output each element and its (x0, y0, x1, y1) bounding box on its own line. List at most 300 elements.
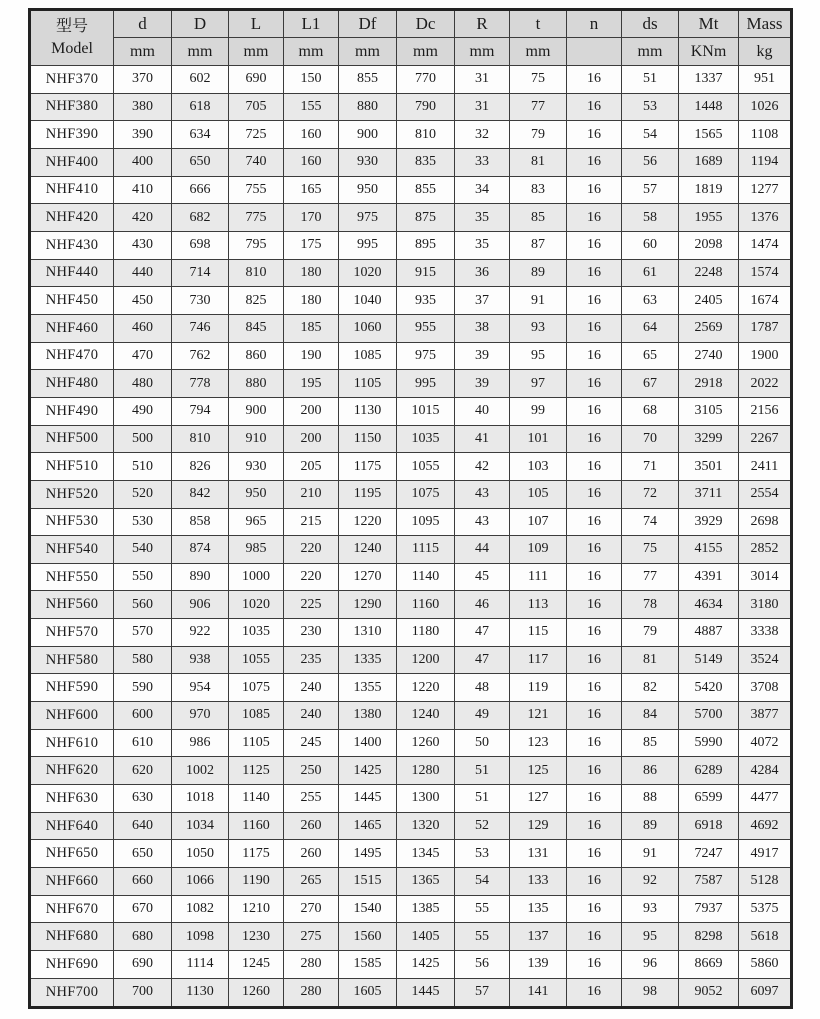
unit-L1: mm (284, 38, 339, 66)
header-d: d (114, 10, 172, 38)
cell-ds: 70 (622, 425, 679, 453)
cell-t: 123 (510, 729, 567, 757)
cell-Mt: 3501 (679, 453, 739, 481)
cell-t: 113 (510, 591, 567, 619)
table-row (30, 868, 792, 896)
cell-n: 16 (567, 314, 622, 342)
cell-L: 1085 (229, 702, 284, 730)
cell-L1: 150 (284, 66, 339, 94)
cell-L: 1175 (229, 840, 284, 868)
cell-model: NHF700 (30, 978, 114, 1007)
cell-t: 139 (510, 951, 567, 979)
cell-Mt: 2405 (679, 287, 739, 315)
cell-Df: 995 (339, 231, 397, 259)
cell-model: NHF440 (30, 259, 114, 287)
header-row-units (30, 38, 792, 66)
cell-ds: 53 (622, 93, 679, 121)
cell-Df: 1020 (339, 259, 397, 287)
cell-ds: 75 (622, 536, 679, 564)
cell-n: 16 (567, 66, 622, 94)
cell-model: NHF380 (30, 93, 114, 121)
cell-t: 99 (510, 397, 567, 425)
cell-model: NHF450 (30, 287, 114, 315)
cell-D: 1002 (172, 757, 229, 785)
header-Mass: Mass (739, 10, 792, 38)
cell-n: 16 (567, 895, 622, 923)
unit-R: mm (455, 38, 510, 66)
cell-n: 16 (567, 536, 622, 564)
cell-Df: 1310 (339, 619, 397, 647)
cell-Mt: 3299 (679, 425, 739, 453)
cell-model: NHF550 (30, 563, 114, 591)
cell-t: 137 (510, 923, 567, 951)
table-row (30, 674, 792, 702)
cell-R: 47 (455, 646, 510, 674)
cell-Df: 1290 (339, 591, 397, 619)
table-row (30, 951, 792, 979)
cell-L1: 230 (284, 619, 339, 647)
cell-n: 16 (567, 508, 622, 536)
cell-t: 85 (510, 204, 567, 232)
cell-Df: 855 (339, 66, 397, 94)
cell-n: 16 (567, 93, 622, 121)
cell-n: 16 (567, 176, 622, 204)
cell-d: 370 (114, 66, 172, 94)
cell-Df: 1465 (339, 812, 397, 840)
table-row (30, 148, 792, 176)
cell-Dc: 1140 (397, 563, 455, 591)
cell-R: 48 (455, 674, 510, 702)
cell-model: NHF590 (30, 674, 114, 702)
cell-Dc: 915 (397, 259, 455, 287)
cell-ds: 84 (622, 702, 679, 730)
cell-d: 690 (114, 951, 172, 979)
cell-Mt: 7587 (679, 868, 739, 896)
cell-R: 44 (455, 536, 510, 564)
cell-model: NHF400 (30, 148, 114, 176)
cell-ds: 58 (622, 204, 679, 232)
cell-t: 79 (510, 121, 567, 149)
cell-t: 107 (510, 508, 567, 536)
cell-Df: 950 (339, 176, 397, 204)
cell-L: 1000 (229, 563, 284, 591)
cell-model: NHF520 (30, 480, 114, 508)
cell-Mt: 8669 (679, 951, 739, 979)
cell-R: 41 (455, 425, 510, 453)
cell-R: 51 (455, 785, 510, 813)
cell-model: NHF600 (30, 702, 114, 730)
cell-Dc: 1405 (397, 923, 455, 951)
unit-Df: mm (339, 38, 397, 66)
cell-L1: 280 (284, 978, 339, 1007)
cell-Df: 1130 (339, 397, 397, 425)
cell-Df: 1515 (339, 868, 397, 896)
cell-Dc: 975 (397, 342, 455, 370)
cell-Dc: 1240 (397, 702, 455, 730)
cell-L1: 270 (284, 895, 339, 923)
cell-Df: 1240 (339, 536, 397, 564)
cell-ds: 86 (622, 757, 679, 785)
header-Mt: Mt (679, 10, 739, 38)
unit-t: mm (510, 38, 567, 66)
cell-Mt: 1565 (679, 121, 739, 149)
cell-R: 51 (455, 757, 510, 785)
cell-R: 47 (455, 619, 510, 647)
cell-Mass: 1574 (739, 259, 792, 287)
cell-L1: 250 (284, 757, 339, 785)
table-row (30, 591, 792, 619)
cell-Dc: 995 (397, 370, 455, 398)
cell-Mass: 2554 (739, 480, 792, 508)
cell-model: NHF390 (30, 121, 114, 149)
cell-n: 16 (567, 287, 622, 315)
cell-L: 985 (229, 536, 284, 564)
cell-Df: 1195 (339, 480, 397, 508)
cell-R: 31 (455, 66, 510, 94)
cell-Mt: 7937 (679, 895, 739, 923)
cell-d: 400 (114, 148, 172, 176)
cell-R: 37 (455, 287, 510, 315)
cell-Mass: 2022 (739, 370, 792, 398)
cell-model: NHF570 (30, 619, 114, 647)
cell-L: 950 (229, 480, 284, 508)
header-Df: Df (339, 10, 397, 38)
cell-L1: 185 (284, 314, 339, 342)
cell-R: 54 (455, 868, 510, 896)
cell-Dc: 1260 (397, 729, 455, 757)
cell-R: 35 (455, 204, 510, 232)
unit-d: mm (114, 38, 172, 66)
cell-t: 87 (510, 231, 567, 259)
cell-d: 420 (114, 204, 172, 232)
cell-D: 666 (172, 176, 229, 204)
cell-Df: 1355 (339, 674, 397, 702)
cell-ds: 72 (622, 480, 679, 508)
cell-Mass: 1108 (739, 121, 792, 149)
cell-D: 1034 (172, 812, 229, 840)
cell-D: 634 (172, 121, 229, 149)
cell-Dc: 855 (397, 176, 455, 204)
cell-L: 880 (229, 370, 284, 398)
cell-L: 845 (229, 314, 284, 342)
cell-D: 794 (172, 397, 229, 425)
cell-Mt: 4634 (679, 591, 739, 619)
cell-ds: 71 (622, 453, 679, 481)
cell-ds: 77 (622, 563, 679, 591)
cell-Mass: 5860 (739, 951, 792, 979)
cell-d: 480 (114, 370, 172, 398)
cell-Mass: 1376 (739, 204, 792, 232)
cell-t: 127 (510, 785, 567, 813)
table-row (30, 757, 792, 785)
cell-ds: 91 (622, 840, 679, 868)
cell-Mass: 2156 (739, 397, 792, 425)
cell-n: 16 (567, 148, 622, 176)
cell-model: NHF560 (30, 591, 114, 619)
cell-d: 670 (114, 895, 172, 923)
cell-R: 36 (455, 259, 510, 287)
cell-L1: 160 (284, 148, 339, 176)
cell-Mt: 2740 (679, 342, 739, 370)
cell-n: 16 (567, 785, 622, 813)
cell-L: 1245 (229, 951, 284, 979)
unit-Mt: KNm (679, 38, 739, 66)
cell-D: 842 (172, 480, 229, 508)
cell-R: 38 (455, 314, 510, 342)
cell-n: 16 (567, 259, 622, 287)
cell-Mass: 3014 (739, 563, 792, 591)
cell-d: 450 (114, 287, 172, 315)
cell-Mass: 2411 (739, 453, 792, 481)
cell-Mt: 4391 (679, 563, 739, 591)
table-row (30, 453, 792, 481)
cell-Df: 1335 (339, 646, 397, 674)
cell-D: 826 (172, 453, 229, 481)
cell-Dc: 1425 (397, 951, 455, 979)
cell-Mass: 3338 (739, 619, 792, 647)
cell-d: 490 (114, 397, 172, 425)
cell-Mt: 6599 (679, 785, 739, 813)
cell-L: 725 (229, 121, 284, 149)
cell-Mass: 4284 (739, 757, 792, 785)
cell-L1: 280 (284, 951, 339, 979)
cell-L: 1160 (229, 812, 284, 840)
cell-R: 35 (455, 231, 510, 259)
cell-t: 89 (510, 259, 567, 287)
cell-ds: 74 (622, 508, 679, 536)
cell-model: NHF650 (30, 840, 114, 868)
cell-L: 965 (229, 508, 284, 536)
cell-L1: 175 (284, 231, 339, 259)
table-row (30, 729, 792, 757)
cell-ds: 88 (622, 785, 679, 813)
cell-L: 740 (229, 148, 284, 176)
cell-L1: 215 (284, 508, 339, 536)
cell-D: 730 (172, 287, 229, 315)
cell-Mass: 2698 (739, 508, 792, 536)
cell-L1: 255 (284, 785, 339, 813)
cell-model: NHF670 (30, 895, 114, 923)
cell-L: 930 (229, 453, 284, 481)
cell-L1: 240 (284, 702, 339, 730)
header-t: t (510, 10, 567, 38)
cell-L1: 165 (284, 176, 339, 204)
cell-Mass: 5375 (739, 895, 792, 923)
unit-D: mm (172, 38, 229, 66)
cell-n: 16 (567, 729, 622, 757)
cell-D: 890 (172, 563, 229, 591)
table-row (30, 121, 792, 149)
cell-Dc: 1300 (397, 785, 455, 813)
cell-L: 1020 (229, 591, 284, 619)
cell-D: 1130 (172, 978, 229, 1007)
cell-model: NHF610 (30, 729, 114, 757)
header-R: R (455, 10, 510, 38)
cell-L1: 240 (284, 674, 339, 702)
cell-Mt: 1337 (679, 66, 739, 94)
cell-L: 705 (229, 93, 284, 121)
table-row (30, 231, 792, 259)
cell-t: 131 (510, 840, 567, 868)
table-row (30, 342, 792, 370)
cell-L: 1210 (229, 895, 284, 923)
cell-Mass: 5128 (739, 868, 792, 896)
cell-Df: 930 (339, 148, 397, 176)
cell-t: 103 (510, 453, 567, 481)
cell-D: 746 (172, 314, 229, 342)
header-L: L (229, 10, 284, 38)
cell-n: 16 (567, 840, 622, 868)
cell-t: 105 (510, 480, 567, 508)
cell-n: 16 (567, 978, 622, 1007)
cell-model: NHF460 (30, 314, 114, 342)
cell-Dc: 1280 (397, 757, 455, 785)
cell-ds: 85 (622, 729, 679, 757)
cell-d: 390 (114, 121, 172, 149)
cell-ds: 64 (622, 314, 679, 342)
cell-Dc: 1345 (397, 840, 455, 868)
cell-D: 986 (172, 729, 229, 757)
cell-model: NHF660 (30, 868, 114, 896)
header-row-names (30, 10, 792, 38)
cell-L1: 200 (284, 425, 339, 453)
cell-R: 33 (455, 148, 510, 176)
cell-ds: 56 (622, 148, 679, 176)
cell-D: 906 (172, 591, 229, 619)
table-row (30, 425, 792, 453)
cell-Dc: 1200 (397, 646, 455, 674)
table-row (30, 370, 792, 398)
cell-d: 570 (114, 619, 172, 647)
cell-D: 970 (172, 702, 229, 730)
cell-Df: 1380 (339, 702, 397, 730)
cell-L: 910 (229, 425, 284, 453)
cell-Dc: 1095 (397, 508, 455, 536)
table-row (30, 702, 792, 730)
cell-L1: 190 (284, 342, 339, 370)
cell-d: 530 (114, 508, 172, 536)
cell-Dc: 1160 (397, 591, 455, 619)
cell-t: 111 (510, 563, 567, 591)
cell-n: 16 (567, 342, 622, 370)
cell-L: 825 (229, 287, 284, 315)
cell-d: 680 (114, 923, 172, 951)
cell-d: 500 (114, 425, 172, 453)
cell-D: 650 (172, 148, 229, 176)
cell-ds: 54 (622, 121, 679, 149)
cell-model: NHF410 (30, 176, 114, 204)
cell-model: NHF480 (30, 370, 114, 398)
cell-d: 430 (114, 231, 172, 259)
cell-ds: 82 (622, 674, 679, 702)
cell-Dc: 1445 (397, 978, 455, 1007)
cell-L: 860 (229, 342, 284, 370)
cell-t: 109 (510, 536, 567, 564)
cell-L1: 195 (284, 370, 339, 398)
cell-model: NHF620 (30, 757, 114, 785)
cell-model: NHF580 (30, 646, 114, 674)
cell-model: NHF530 (30, 508, 114, 536)
table-row (30, 646, 792, 674)
cell-n: 16 (567, 231, 622, 259)
cell-L: 1055 (229, 646, 284, 674)
cell-D: 858 (172, 508, 229, 536)
cell-ds: 89 (622, 812, 679, 840)
table-row (30, 287, 792, 315)
cell-Dc: 835 (397, 148, 455, 176)
table-row (30, 204, 792, 232)
cell-Dc: 790 (397, 93, 455, 121)
cell-Df: 1540 (339, 895, 397, 923)
cell-ds: 95 (622, 923, 679, 951)
cell-d: 610 (114, 729, 172, 757)
cell-t: 81 (510, 148, 567, 176)
table-row (30, 895, 792, 923)
cell-t: 129 (510, 812, 567, 840)
cell-D: 922 (172, 619, 229, 647)
cell-Df: 1220 (339, 508, 397, 536)
cell-model: NHF500 (30, 425, 114, 453)
cell-n: 16 (567, 619, 622, 647)
table-row (30, 93, 792, 121)
unit-Mass: kg (739, 38, 792, 66)
cell-t: 91 (510, 287, 567, 315)
cell-d: 630 (114, 785, 172, 813)
cell-D: 762 (172, 342, 229, 370)
cell-Dc: 895 (397, 231, 455, 259)
cell-L: 1260 (229, 978, 284, 1007)
cell-ds: 63 (622, 287, 679, 315)
cell-d: 650 (114, 840, 172, 868)
cell-Mass: 1674 (739, 287, 792, 315)
table-row (30, 978, 792, 1007)
cell-Mass: 3708 (739, 674, 792, 702)
table-row (30, 563, 792, 591)
cell-Mt: 4887 (679, 619, 739, 647)
cell-t: 93 (510, 314, 567, 342)
cell-ds: 57 (622, 176, 679, 204)
cell-L1: 205 (284, 453, 339, 481)
cell-D: 714 (172, 259, 229, 287)
cell-L: 810 (229, 259, 284, 287)
cell-D: 954 (172, 674, 229, 702)
cell-d: 380 (114, 93, 172, 121)
cell-L: 690 (229, 66, 284, 94)
cell-R: 55 (455, 923, 510, 951)
cell-t: 75 (510, 66, 567, 94)
cell-Df: 1605 (339, 978, 397, 1007)
cell-Mass: 3180 (739, 591, 792, 619)
cell-Mt: 5700 (679, 702, 739, 730)
cell-L: 775 (229, 204, 284, 232)
cell-t: 125 (510, 757, 567, 785)
cell-L: 900 (229, 397, 284, 425)
cell-Mass: 3877 (739, 702, 792, 730)
cell-L1: 180 (284, 287, 339, 315)
table-row (30, 812, 792, 840)
cell-Df: 1060 (339, 314, 397, 342)
cell-D: 1098 (172, 923, 229, 951)
cell-Df: 1105 (339, 370, 397, 398)
cell-ds: 93 (622, 895, 679, 923)
cell-R: 39 (455, 342, 510, 370)
cell-n: 16 (567, 397, 622, 425)
cell-R: 57 (455, 978, 510, 1007)
cell-Dc: 1075 (397, 480, 455, 508)
cell-ds: 96 (622, 951, 679, 979)
cell-Dc: 1365 (397, 868, 455, 896)
cell-d: 550 (114, 563, 172, 591)
